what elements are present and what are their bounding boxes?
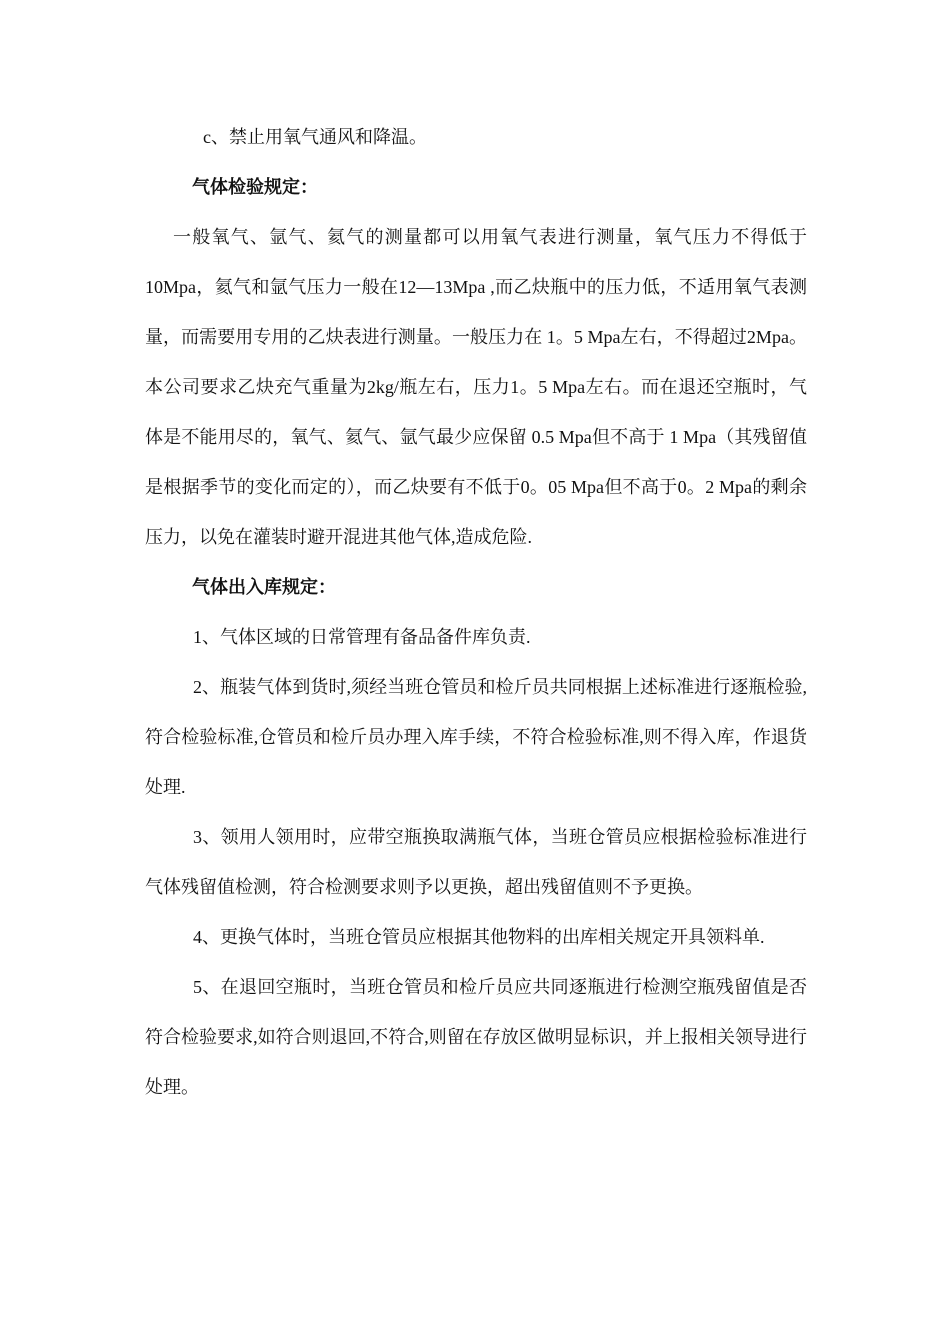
inspection-paragraph: 一般氧气、氩气、氦气的测量都可以用氧气表进行测量，氧气压力不得低于10Mpa，氦气和氩气压力一般在12—13Mpa ,而乙炔瓶中的压力低，不适用氧气表测量，而需要用专用的乙炔表进行测量。一般压力在 1。5 Mpa左右，不得超过2Mpa。本公司要求乙炔充气重量为2kg/瓶左右，压力1。5 Mpa左右。而在退还空瓶时，气体是不能用尽的，氧气、氦气、氩气最少应保留 0.5 Mpa但不高于 1 Mpa（其残留值是根据季节的变化而定的），而乙炔要有不低于0。05 Mpa但不高于0。2 Mpa的剩余压力，以免在灌装时避开混进其他气体,造成危险.: [145, 227, 807, 547]
heading-gas-inspection: 气体检验规定：: [192, 177, 318, 197]
rule-2: 2、瓶装气体到货时,须经当班仓管员和检斤员共同根据上述标准进行逐瓶检验,符合检验标准,仓管员和检斤员办理入库手续，不符合检验标准,则不得入库，作退货处理.: [145, 677, 807, 797]
rule-4: 4、更换气体时，当班仓管员应根据其他物料的出库相关规定开具领料单.: [193, 927, 765, 947]
rule-1: 1、气体区域的日常管理有备品备件库负责.: [193, 627, 531, 647]
document-page: [145, 112, 807, 1112]
heading-gas-storage: 气体出入库规定：: [192, 577, 336, 597]
rule-3: 3、领用人领用时，应带空瓶换取满瓶气体，当班仓管员应根据检验标准进行气体残留值检测，符合检测要求则予以更换，超出残留值则不予更换。: [145, 827, 807, 897]
item-c: c、禁止用氧气通风和降温。: [203, 127, 427, 147]
rule-5: 5、在退回空瓶时，当班仓管员和检斤员应共同逐瓶进行检测空瓶残留值是否符合检验要求,如符合则退回,不符合,则留在存放区做明显标识，并上报相关领导进行处理。: [145, 977, 807, 1097]
